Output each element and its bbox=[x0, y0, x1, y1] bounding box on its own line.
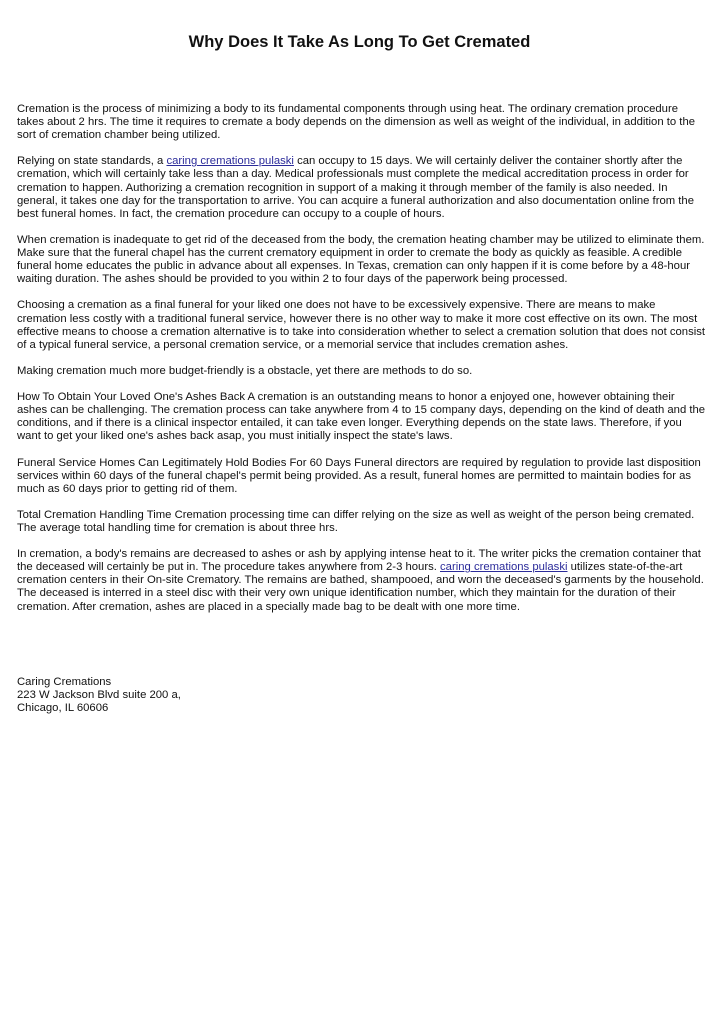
caring-cremations-link-2[interactable]: caring cremations pulaski bbox=[440, 561, 568, 574]
paragraph-2-text-before: Relying on state standards, a bbox=[17, 155, 167, 168]
street-address: 223 W Jackson Blvd suite 200 a, bbox=[17, 689, 181, 702]
paragraph-8: Total Cremation Handling Time Cremation processing time can differ relying on the size as well as weight of the person being cremated. The average total handling time for cremation is about three hrs. bbox=[17, 508, 695, 534]
business-name: Caring Cremations bbox=[17, 676, 112, 688]
city-state-zip: Chicago, IL 60606 bbox=[17, 702, 109, 715]
address-block bbox=[17, 676, 181, 715]
paragraph-7: Funeral Service Homes Can Legitimately Hold Bodies For 60 Days Funeral directors are required by regulation to provide last disposition services within 60 days of the funeral chapel's permit being provided. As a result, funeral homes are permitted to maintain bodies for as much as 60 days prior to getting rid of them. bbox=[17, 456, 701, 495]
page-title: Why Does It Take As Long To Get Cremated bbox=[188, 33, 531, 51]
caring-cremations-link-1[interactable]: caring cremations pulaski bbox=[166, 155, 294, 168]
article-body bbox=[17, 103, 707, 627]
paragraph-1: Cremation is the process of minimizing a body to its fundamental components through using heat. The ordinary cremation procedure takes about 2 hrs. The time it requires to cremate a body depends on the dimension as well as weight of the individual, in addition to the sort of cremation chamber being utilized. bbox=[17, 103, 696, 142]
paragraph-9-text-before: In cremation, a body's remains are decreased to ashes or ash by applying intense heat to it. The writer picks the cremation container that the deceased will certainly be put in. The procedure takes anywhere from 2-3 hours. bbox=[17, 548, 701, 574]
paragraph-2-text-after: can occupy to 15 days. We will certainly deliver the container shortly after the cremation, which will certainly take less than a day. Medical professionals must complete the medical accreditation process in order for cremation to happen. Authorizing a cremation recognition in support of a making it through member of the family is also needed. In general, it takes one day for the transportation to arrive. You can acquire a funeral authorization and also documentation online from the best funeral homes. In fact, the cremation procedure can occupy to a couple of hours. bbox=[17, 155, 694, 220]
paragraph-4: Choosing a cremation as a final funeral for your liked one does not have to be excessively expensive. There are means to make cremation less costly with a traditional funeral service, however there is no other way to make it more cost effective on its own. The most effective means to choose a cremation alternative is to take into consideration whether to select a cremation solution that does not consist of a typical funeral service, a personal cremation service, or a memorial service that includes cremation ashes. bbox=[17, 299, 706, 351]
paragraph-2 bbox=[17, 155, 707, 220]
paragraph-9-text-after: utilizes state-of-the-art cremation centers in their On-site Crematory. The remains are bathed, shampooed, and worn the deceased's garments by the household. The deceased is interred in a steel disc with their very own unique identification number, which they maintain for the duration of their cremation. After cremation, ashes are placed in a specially made bag to be dealt with one more time. bbox=[17, 561, 704, 613]
paragraph-3: When cremation is inadequate to get rid of the deceased from the body, the cremation heating chamber may be utilized to eliminate them. Make sure that the funeral chapel has the current crematory equipment in order to cremate the body as quickly as feasible. A credible funeral home educates the public in advance about all expenses. In Texas, cremation can only happen if it is come before by a 48-hour waiting duration. The ashes should be provided to you within 2 to four days of the paperwork being processed. bbox=[17, 233, 705, 286]
paragraph-6: How To Obtain Your Loved One's Ashes Back A cremation is an outstanding means to honor a enjoyed one, however obtaining their ashes can be challenging. The cremation process can take anywhere from 4 to 15 company days, depending on the kind of death and the conditions, and if there is a clinical inspector entailed, it can take even longer. Everything depends on the state laws. Therefore, if you want to get your liked one's ashes back asap, you must initially inspect the state's laws. bbox=[17, 391, 706, 443]
paragraph-5: Making cremation much more budget-friendly is a obstacle, yet there are methods to do so. bbox=[17, 364, 473, 377]
paragraph-9 bbox=[17, 548, 707, 613]
